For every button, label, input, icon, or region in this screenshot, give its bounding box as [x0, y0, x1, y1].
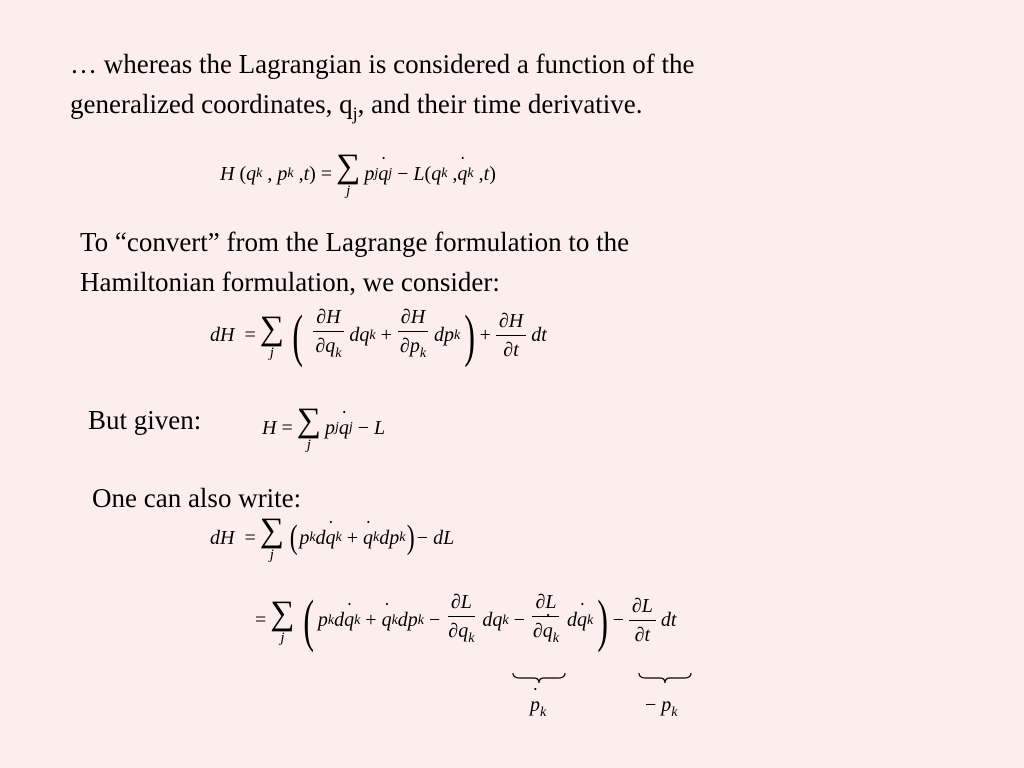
but-given-text: But given:	[88, 405, 202, 435]
dh-expanded-equation-1: dH = ∑ j ( p k d ˙ q k + ˙ q k dp k ) − dL	[210, 514, 454, 562]
convert-line-1	[80, 222, 629, 262]
pdot-k-label: ˙ $p_k$	[530, 694, 546, 721]
but-given-line	[88, 400, 201, 440]
underbrace-1	[512, 672, 566, 684]
hamiltonian-definition-equation: H ( q k , p k , t ) = ∑ j p j ˙ q j − L ( q k , ˙ q k , t )	[220, 150, 496, 198]
minus-p-k-label: − $p_k$	[645, 694, 678, 720]
intro-text-b: generalized coordinates, q	[70, 89, 353, 119]
intro-line-2	[70, 84, 643, 133]
convert-text-b: Hamiltonian formulation, we consider:	[80, 267, 500, 297]
intro-text-a: … whereas the Lagrangian is considered a function of the	[70, 49, 695, 79]
intro-subscript: j	[352, 103, 358, 124]
hamiltonian-short-equation: H = ∑ j p j ˙ q j − L	[262, 404, 385, 452]
one-can-text: One can also write:	[92, 483, 302, 513]
intro-text-c: , and their time derivative.	[357, 89, 643, 119]
convert-line-2	[80, 262, 500, 302]
underbrace-2	[638, 672, 692, 684]
intro-line-1	[70, 44, 695, 84]
dh-expanded-equation-2: = ∑ j ( p k d ˙ q k + ˙ q k dp k − $\frac{\partial L}{\partial q_k}$ dq k − $\frac{\partial L}{\partial˙ q_k}$ d ˙ q k ) − $\frac{\partial L}{\partial t}$ dt	[255, 590, 676, 651]
convert-text-a: To “convert” from the Lagrange formulation to the	[80, 227, 630, 257]
dh-differential-equation: dH = ∑ j ( $\frac{\partial H}{\partial q_k}$ dq k + $\frac{\partial H}{\partial p_k}$ dp k ) + $\frac{\partial H}{\partial t}$ dt	[210, 302, 547, 368]
